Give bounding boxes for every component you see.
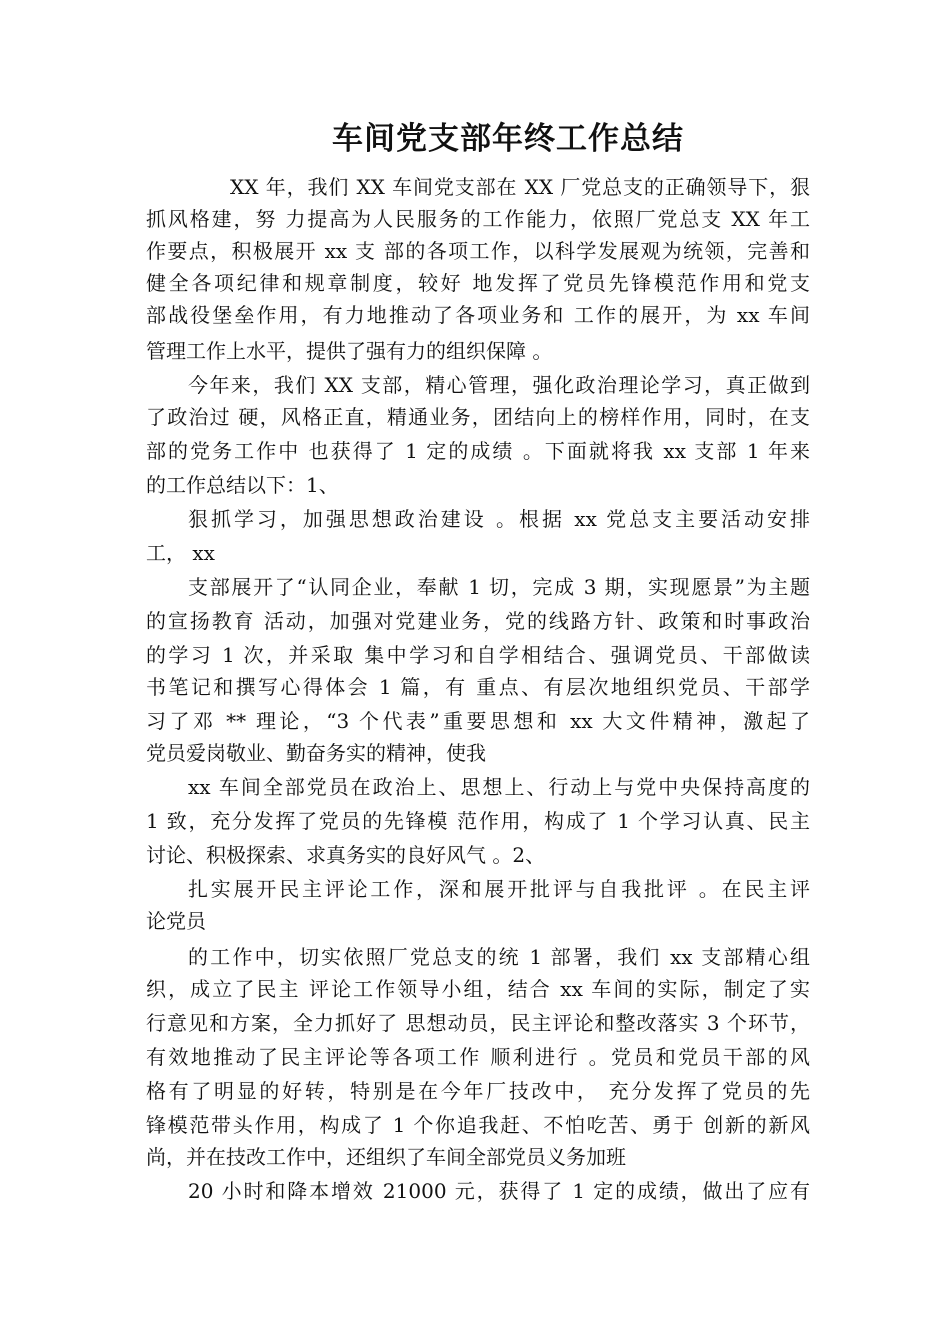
text-line: 锋模范带头作用，构成了 1 个你追我赶、不怕吃苦、勇于 创新的新风 [146, 1113, 810, 1137]
text-line: 党员爱岗敬业、勤奋务实的精神，使我 [146, 741, 486, 765]
text-line: 部的党务工作中 也获得了 1 定的成绩 。下面就将我 xx 支部 1 年来 [146, 439, 810, 463]
text-line: 狠抓学习，加强思想政治建设 。根据 xx 党总支主要活动安排 [188, 507, 810, 531]
text-line: 的宣扬教育 活动，加强对党建业务，党的线路方针、政策和时事政治 [146, 609, 810, 633]
text-line: 今年来，我们 XX 支部，精心管理，强化政治理论学习，真正做到 [188, 373, 810, 397]
text-line: 有效地推动了民主评论等各项工作 顺利进行 。党员和党员干部的风 [146, 1045, 810, 1069]
text-line: 的工作总结以下：1、 [146, 473, 339, 497]
text-line: 扎实展开民主评论工作，深和展开批评与自我批评 。在民主评 [188, 877, 810, 901]
text-line: xx 车间全部党员在政治上、思想上、行动上与党中央保持高度的 [188, 775, 810, 799]
text-line: XX 年，我们 XX 车间党支部在 XX 厂党总支的正确领导下，狠 [230, 175, 810, 199]
text-line: 的学习 1 次，并采取 集中学习和自学相结合、强调党员、干部做读 [146, 643, 810, 667]
text-line: 部战役堡垒作用，有力地推动了各项业务和 工作的展开，为 xx 车间 [146, 303, 810, 327]
text-line: 的工作中，切实依照厂党总支的统 1 部署，我们 xx 支部精心组 [188, 945, 810, 969]
text-line: 了政治过 硬，风格正直，精通业务，团结向上的榜样作用，同时，在支 [146, 405, 810, 429]
text-line: 行意见和方案，全力抓好了 思想动员，民主评论和整改落实 3 个环节， [146, 1011, 810, 1035]
text-line: 支部展开了“认同企业，奉献 1 切，完成 3 期，实现愿景”为主题 [188, 575, 810, 599]
text-line: 1 致，充分发挥了党员的先锋模 范作用，构成了 1 个学习认真、民主 [146, 809, 810, 833]
text-line: 书笔记和撰写心得体会 1 篇，有 重点、有层次地组织党员、干部学 [146, 675, 810, 699]
text-line: 格有了明显的好转，特别是在今年厂技改中， 充分发挥了党员的先 [146, 1079, 810, 1103]
text-line: 尚，并在技改工作中，还组织了车间全部党员义务加班 [146, 1145, 626, 1169]
text-line: 工， xx [146, 541, 215, 565]
document-title: 车间党支部年终工作总结 [332, 121, 684, 157]
text-line: 20 小时和降本增效 21000 元，获得了 1 定的成绩，做出了应有 [188, 1179, 810, 1203]
text-line: 织，成立了民主 评论工作领导小组，结合 xx 车间的实际，制定了实 [146, 977, 810, 1001]
text-line: 抓风格建，努 力提高为人民服务的工作能力，依照厂党总支 XX 年工 [146, 207, 810, 231]
text-line: 论党员 [146, 909, 206, 933]
text-line: 讨论、积极探索、求真务实的良好风气 。2、 [146, 843, 546, 867]
text-line: 作要点，积极展开 xx 支 部的各项工作，以科学发展观为统领，完善和 [146, 239, 810, 263]
text-line: 习了邓 ** 理论，“3 个代表”重要思想和 xx 大文件精神，激起了 [146, 709, 810, 733]
text-line: 管理工作上水平，提供了强有力的组织保障 。 [146, 339, 553, 363]
text-line: 健全各项纪律和规章制度，较好 地发挥了党员先锋模范作用和党支 [146, 271, 810, 295]
